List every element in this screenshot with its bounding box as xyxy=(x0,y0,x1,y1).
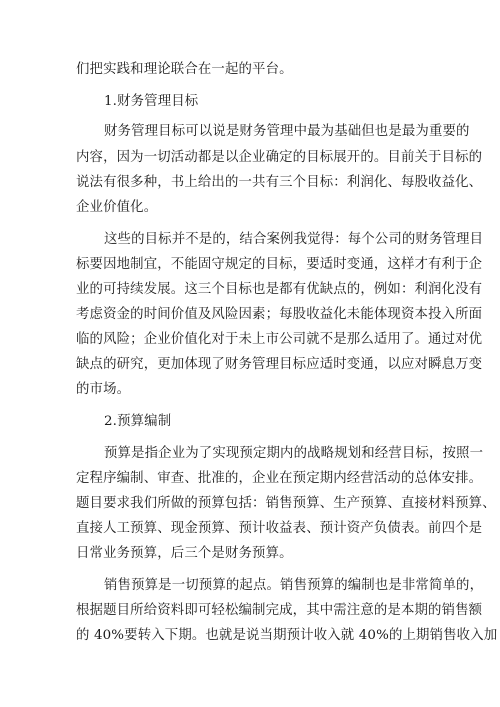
text-line: 业的可持续发展。这三个目标也是都有优缺点的，例如：利润化没有 xyxy=(76,282,483,297)
text-line: 财务管理目标可以说是财务管理中最为基础但也是最为重要的 xyxy=(104,124,470,139)
text-line: 定程序编制、审查、批准的，企业在预定期内经营活动的总体安排。 xyxy=(76,471,483,486)
text-line: 缺点的研究，更加体现了财务管理目标应适时变通，以应对瞬息万变 xyxy=(76,357,483,372)
text-line: 题目要求我们所做的预算包括：销售预算、生产预算、直接材料预算、 xyxy=(76,496,496,511)
text-line: 的市场。 xyxy=(76,382,131,397)
text-line: 直接人工预算、现金预算、预计收益表、预计资产负债表。前四个是 xyxy=(76,521,483,536)
text-line: 这些的目标并不是的，结合案例我觉得：每个公司的财务管理目 xyxy=(104,232,484,247)
text-line: 考虑资金的时间价值及风险因素；每股收益化未能体现资本投入所面 xyxy=(76,307,483,322)
text-line: 们把实践和理论联合在一起的平台。 xyxy=(76,62,293,77)
text-line: 预算是指企业为了实现预定期内的战略规划和经营目标，按照一 xyxy=(104,446,484,461)
text-line: 销售预算是一切预算的起点。销售预算的编制也是非常简单的， xyxy=(104,578,484,593)
text-line: 临的风险；企业价值化对于未上市公司就不是那么适用了。通过对优 xyxy=(76,332,483,347)
text-line: 企业价值化。 xyxy=(76,200,158,215)
section-heading: 1.财务管理目标 xyxy=(104,94,199,109)
text-line: 根据题目所给资料即可轻松编制完成，其中需注意的是本期的销售额 xyxy=(76,603,483,618)
text-line: 日常业务预算，后三个是财务预算。 xyxy=(76,546,293,561)
text-line: 内容，因为一切活动都是以企业确定的目标展开的。目前关于目标的 xyxy=(76,150,483,165)
text-line: 的 40%要转入下期。也就是说当期预计收入就 40%的上期销售收入加 xyxy=(76,628,498,643)
section-heading: 2.预算编制 xyxy=(104,414,172,429)
text-line: 标要因地制宜，不能固守规定的目标，要适时变通，这样才有利于企 xyxy=(76,257,483,272)
text-line: 说法有很多种，书上给出的一共有三个目标：利润化、每股收益化、 xyxy=(76,175,483,190)
